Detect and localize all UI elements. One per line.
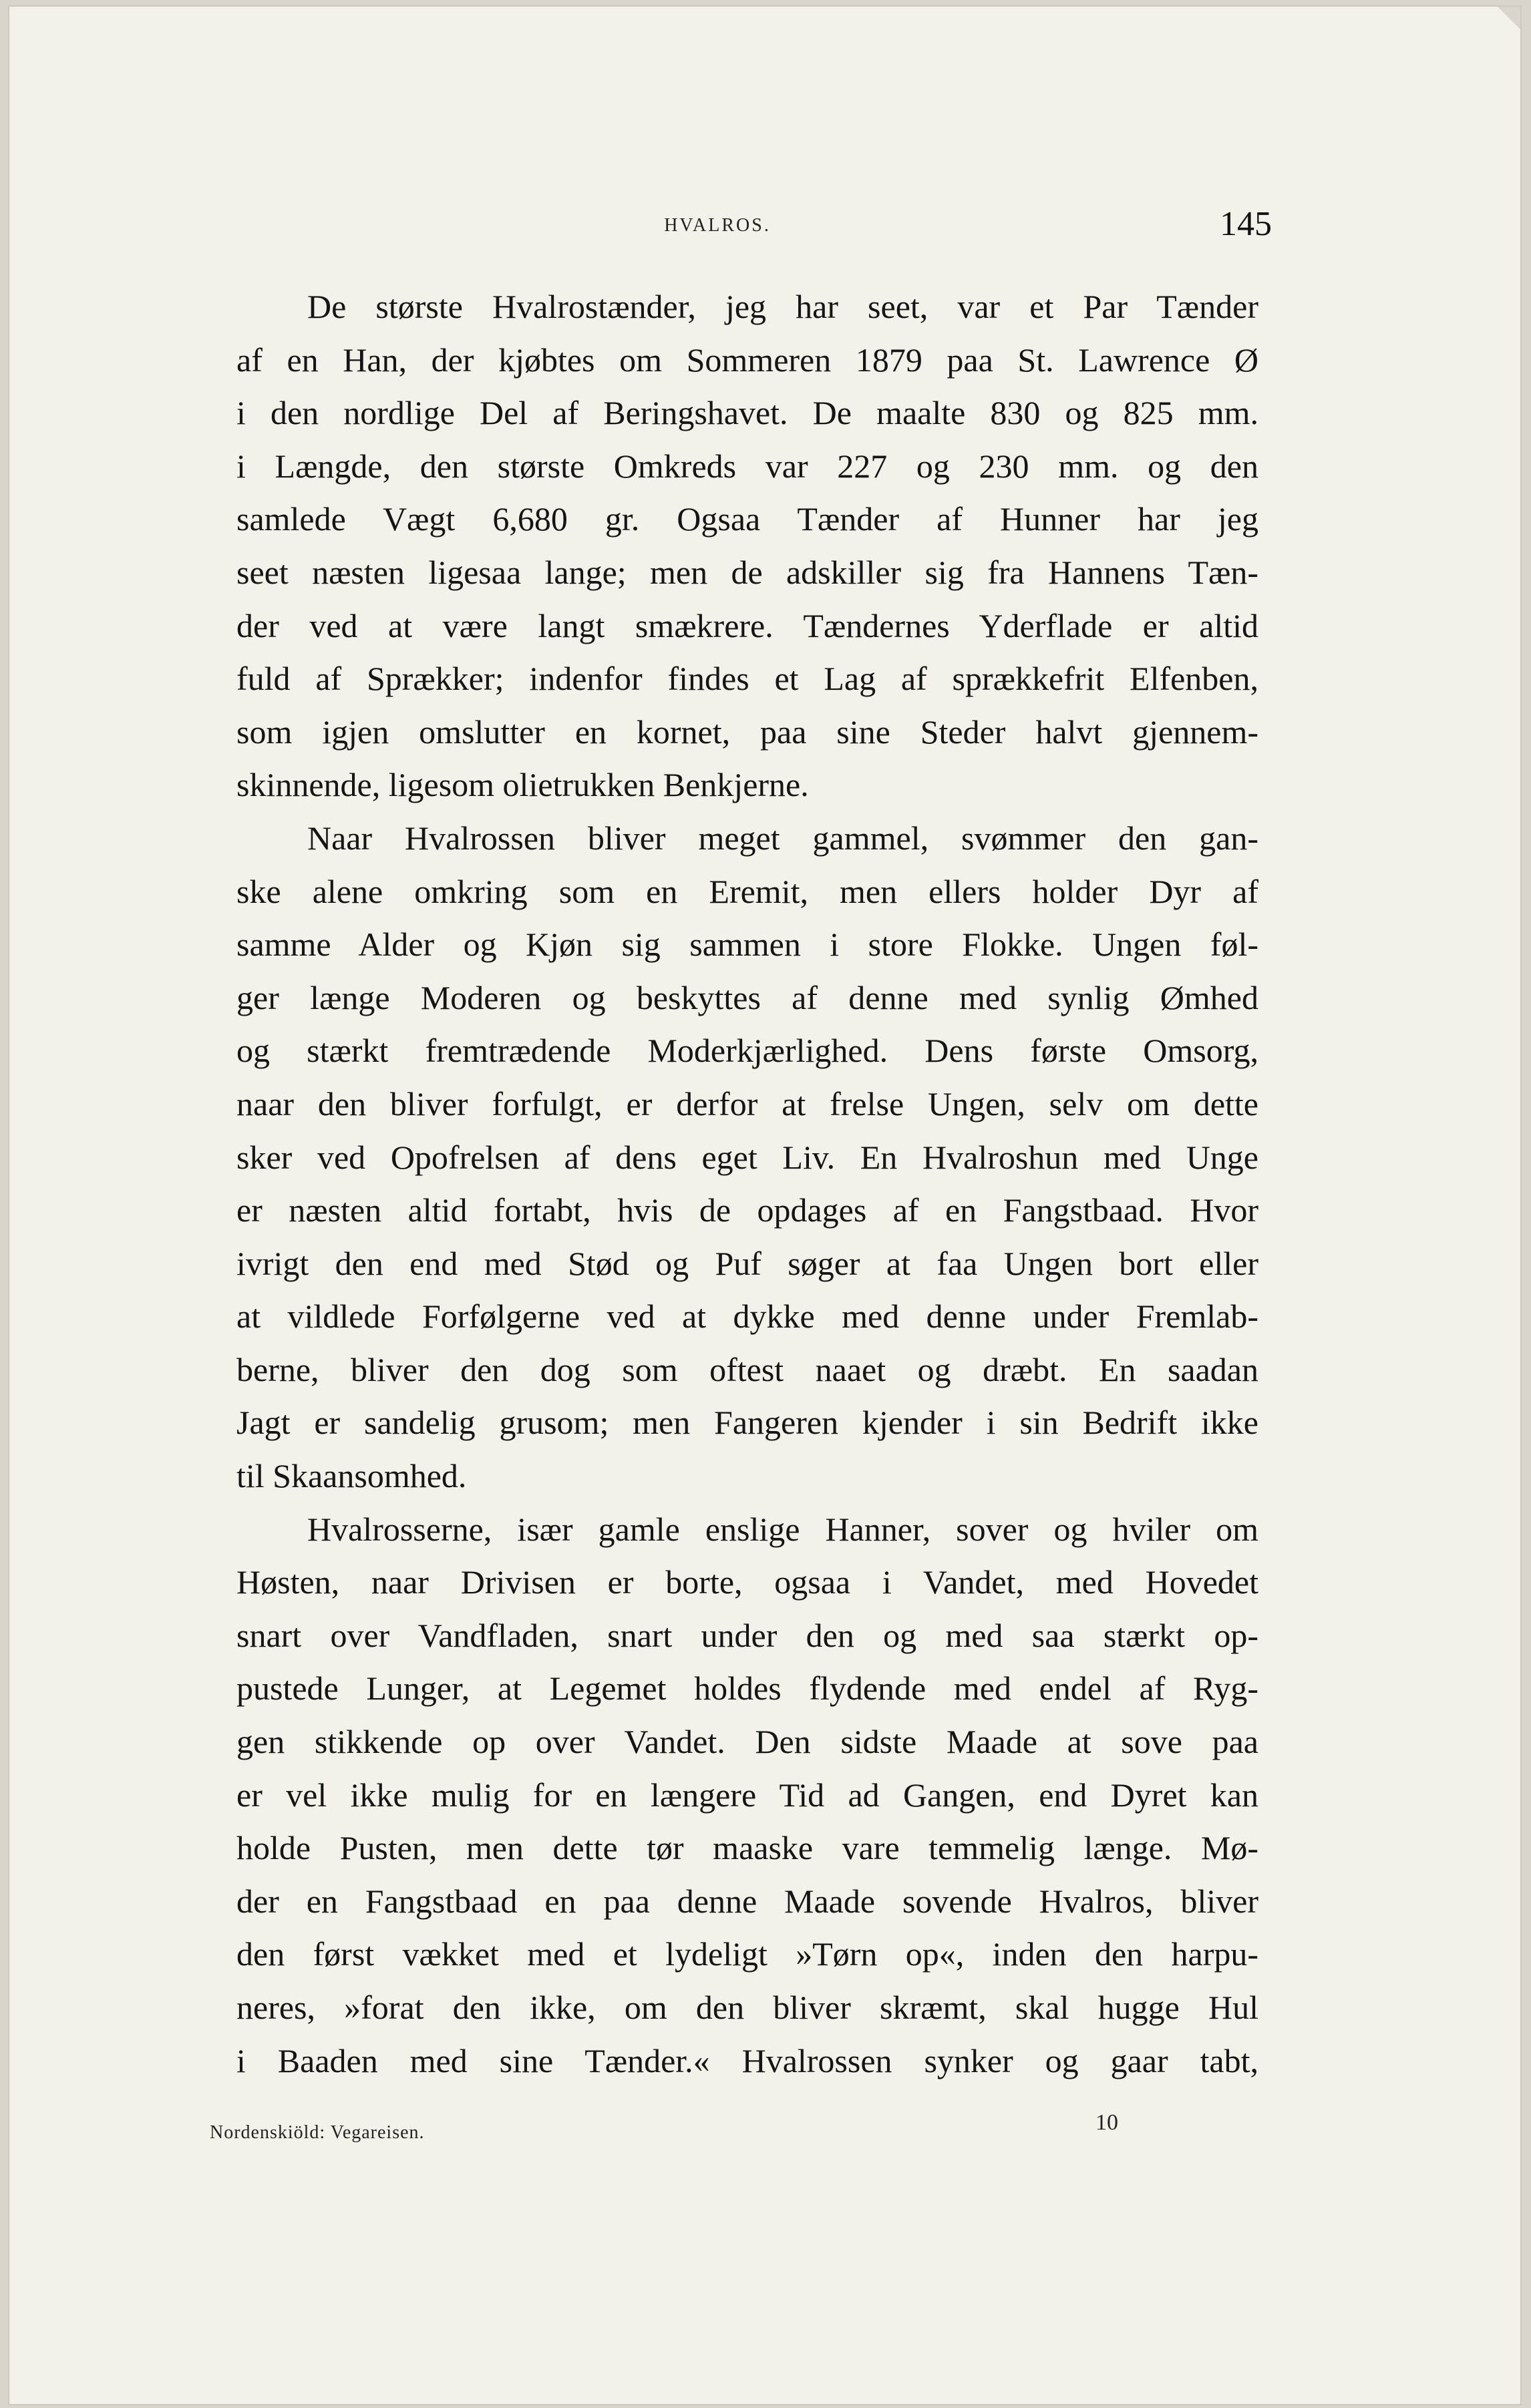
text-line: snart over Vandfladen, snart under den og med saa stærkt op- <box>236 1616 1258 1654</box>
text-line: pustede Lunger, at Legemet holdes flydende med endel af Ryg- <box>236 1669 1258 1708</box>
text-line: berne, bliver den dog som oftest naaet og dræbt. En saadan <box>236 1350 1258 1388</box>
paragraph-3 <box>166 1503 1258 2088</box>
text-line: den først vækket med et lydeligt »Tørn op«, inden den harpu- <box>236 1935 1258 1973</box>
text-line: skinnende, ligesom olietrukken Benkjerne. <box>236 766 809 804</box>
text-line: Jagt er sandelig grusom; men Fangeren kjender i sin Bedrift ikke <box>236 1404 1258 1442</box>
text-line: af en Han, der kjøbtes om Sommeren 1879 paa St. Lawrence Ø <box>236 341 1258 379</box>
text-line: der ved at være langt smækrere. Tændernes Yderflade er altid <box>236 606 1258 644</box>
page-number: 145 <box>1220 205 1272 243</box>
text-line: neres, »forat den ikke, om den bliver skræmt, skal hugge Hul <box>236 1989 1258 2026</box>
text-line: seet næsten ligesaa lange; men de adskiller sig fra Hannens Tæn- <box>236 553 1258 591</box>
text-line: er næsten altid fortabt, hvis de opdages af en Fangstbaad. Hvor <box>236 1191 1258 1229</box>
text-line: i Baaden med sine Tænder.« Hvalrossen synker og gaar tabt, <box>236 2041 1258 2079</box>
running-title: HVALROS. <box>664 215 771 236</box>
text-line: ske alene omkring som en Eremit, men ellers holder Dyr af <box>236 872 1258 910</box>
text-line: og stærkt fremtrædende Moderkjærlighed. Dens første Omsorg, <box>236 1032 1258 1070</box>
text-line: gen stikkende op over Vandet. Den sidste Maade at sove paa <box>236 1723 1258 1761</box>
text-line: til Skaansomhed. <box>236 1457 467 1495</box>
text-line: naar den bliver forfulgt, er derfor at frelse Ungen, selv om dette <box>236 1084 1258 1123</box>
text-line: samme Alder og Kjøn sig sammen i store Flokke. Ungen føl- <box>236 926 1258 964</box>
printer-signature: Nordenskiöld: Vegareisen. <box>210 2122 425 2143</box>
text-line: Naar Hvalrossen bliver meget gammel, svømmer den gan- <box>307 819 1258 857</box>
text-line: Høsten, naar Drivisen er borte, ogsaa i Vandet, med Hovedet <box>236 1563 1258 1601</box>
text-line: ger længe Moderen og beskyttes af denne med synlig Ømhed <box>236 978 1258 1016</box>
folded-corner <box>1498 7 1520 29</box>
paragraph-1 <box>166 280 1258 812</box>
body-text <box>166 280 1258 2087</box>
text-line: holde Pusten, men dette tør maaske vare temmelig længe. Mø- <box>236 1829 1258 1867</box>
text-line: Hvalrosserne, især gamle enslige Hanner, sover og hviler om <box>307 1510 1258 1548</box>
paragraph-2 <box>166 812 1258 1503</box>
text-line: som igjen omslutter en kornet, paa sine Steder halvt gjennem- <box>236 713 1258 751</box>
text-line: De største Hvalrostænder, jeg har seet, var et Par Tænder <box>307 288 1258 325</box>
text-line: i den nordlige Del af Beringshavet. De maalte 830 og 825 mm. <box>236 394 1258 432</box>
page-header <box>163 200 1272 254</box>
text-line: er vel ikke mulig for en længere Tid ad Gangen, end Dyret kan <box>236 1776 1258 1814</box>
text-line: i Længde, den største Omkreds var 227 og 230 mm. og den <box>236 447 1258 485</box>
text-line: samlede Vægt 6,680 gr. Ogsaa Tænder af Hunner har jeg <box>236 500 1258 538</box>
page-footer <box>210 2110 1118 2150</box>
text-line: der en Fangstbaad en paa denne Maade sovende Hvalros, bliver <box>236 1882 1258 1920</box>
text-line: at vildlede Forfølgerne ved at dykke med denne under Fremlab- <box>236 1297 1258 1336</box>
book-page <box>9 7 1520 2404</box>
text-line: ivrigt den end med Stød og Puf søger at faa Ungen bort eller <box>236 1244 1258 1282</box>
sheet-number: 10 <box>1095 2110 1118 2135</box>
text-line: sker ved Opofrelsen af dens eget Liv. En Hvalroshun med Unge <box>236 1138 1258 1176</box>
text-line: fuld af Sprækker; indenfor findes et Lag af sprækkefrit Elfenben, <box>236 660 1258 698</box>
